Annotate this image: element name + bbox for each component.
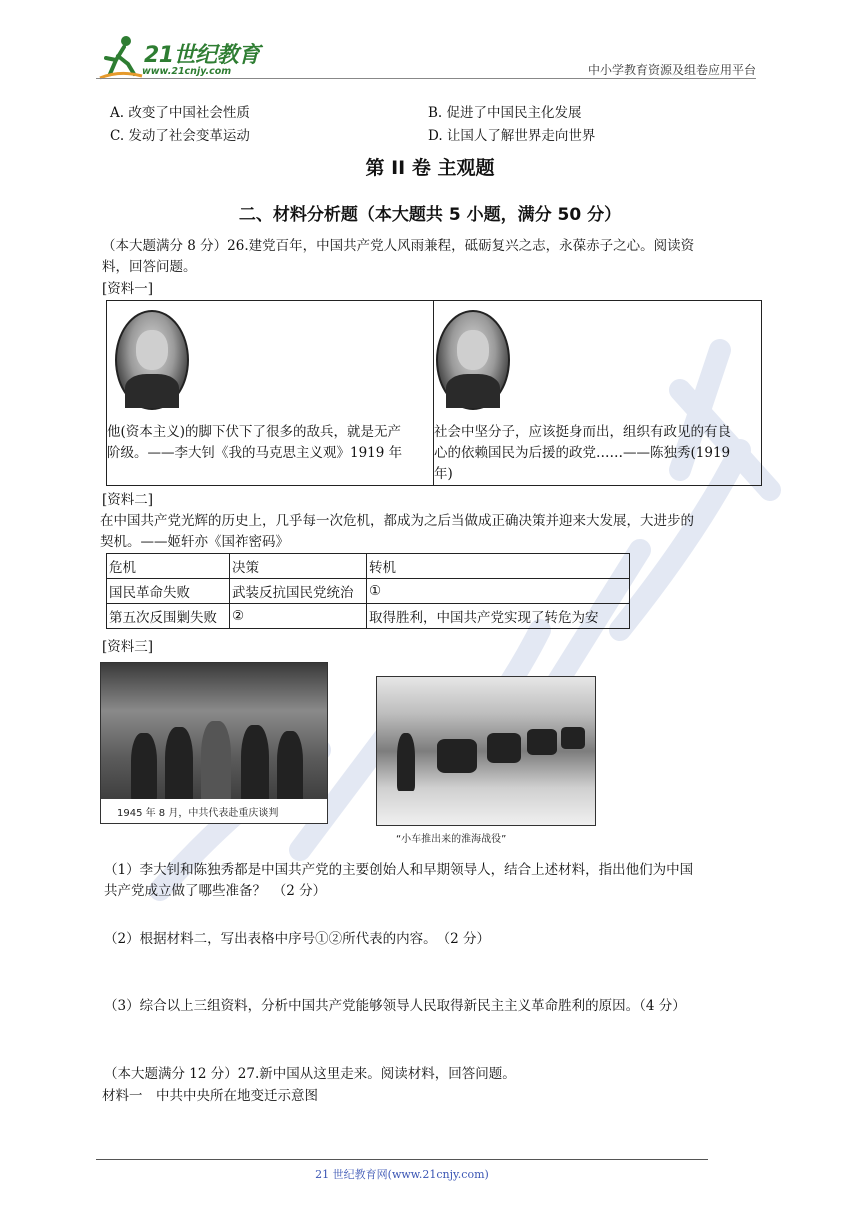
material1-left-cell: [107, 301, 434, 486]
q26-intro-line2: 料，回答问题。: [102, 259, 197, 275]
table-header-cell: 转机: [367, 554, 630, 579]
material1-right-line1: 社会中坚分子，应该挺身而出，组织有政见的有良: [434, 424, 731, 440]
table-row: [107, 604, 630, 629]
material1-right-line3: 年): [434, 466, 453, 482]
material1-label: [资料一]: [102, 281, 154, 297]
table-cell: ②: [230, 604, 367, 629]
material1-left-line1: 他(资本主义)的脚下伏下了很多的敌兵，就是无产: [107, 424, 402, 440]
runner-logo-icon: [96, 34, 146, 80]
option-c: C. 发动了社会变革运动: [110, 128, 250, 144]
q1-line2: 共产党成立做了哪些准备？ （2 分）: [104, 883, 327, 899]
material2-text: [100, 511, 762, 553]
platform-name: 中小学教育资源及组卷应用平台: [587, 63, 756, 77]
table-cell: 国民革命失败: [107, 579, 230, 604]
section-title: 二、材料分析题（本大题共 5 小题，满分 50 分）: [238, 205, 622, 225]
huaihai-campaign-photo: [376, 676, 596, 826]
photo1-caption: 1945 年 8 月，中共代表赴重庆谈判: [117, 808, 279, 819]
table-cell: 第五次反围剿失败: [107, 604, 230, 629]
option-b: B. 促进了中国民主化发展: [428, 105, 582, 121]
table-row: [107, 579, 630, 604]
q26-question-1: [104, 860, 766, 902]
material2-line2: 契机。——姬轩亦《国祚密码》: [100, 534, 289, 550]
volume-title: 第 II 卷 主观题: [365, 157, 495, 179]
table-header-row: [107, 554, 630, 579]
footer-text[interactable]: 21 世纪教育网(www.21cnjy.com): [315, 1168, 489, 1181]
table-cell: 取得胜利，中国共产党实现了转危为安: [367, 604, 630, 629]
option-d: D. 让国人了解世界走向世界: [428, 128, 596, 144]
crisis-table: [106, 553, 630, 629]
logo-url: www.21cnjy.com: [142, 66, 232, 77]
li-dazhao-portrait: [115, 310, 189, 410]
site-logo: [96, 34, 266, 82]
q27-intro: （本大题满分 12 分）27.新中国从这里走来。阅读材料，回答问题。: [104, 1066, 516, 1082]
material2-line1: 在中国共产党光辉的历史上，几乎每一次危机，都成为之后当做成正确决策并迎来大发展，大进步的: [100, 513, 694, 529]
material3-label: [资料三]: [102, 639, 154, 655]
q26-intro: [102, 236, 764, 278]
material1-right-cell: [434, 301, 762, 486]
footer-divider: [96, 1159, 708, 1160]
table-header-cell: 决策: [230, 554, 367, 579]
header-divider: [96, 78, 756, 79]
q26-question-3: （3）综合以上三组资料，分析中国共产党能够领导人民取得新民主主义革命胜利的原因。（4 分）: [104, 998, 686, 1014]
chen-duxiu-portrait: [436, 310, 510, 410]
material1-table: [106, 300, 762, 486]
q26-intro-line1: （本大题满分 8 分）26.建党百年，中国共产党人风雨兼程，砥砺复兴之志，永葆赤子之心。阅读资: [102, 238, 695, 254]
q27-material1-title: 材料一 中共中央所在地变迁示意图: [102, 1088, 318, 1104]
photo2-caption: “小车推出来的淮海战役”: [396, 834, 507, 845]
logo-text: 21世纪教育: [144, 43, 260, 68]
table-header-cell: 危机: [107, 554, 230, 579]
chongqing-negotiation-photo: [100, 662, 328, 824]
material2-label: [资料二]: [102, 492, 154, 508]
material1-left-line2: 阶级。——李大钊《我的马克思主义观》1919 年: [107, 445, 403, 461]
table-cell: 武装反抗国民党统治: [230, 579, 367, 604]
q1-line1: （1）李大钊和陈独秀都是中国共产党的主要创始人和早期领导人，结合上述材料，指出他们为中国: [104, 862, 694, 878]
table-cell: ①: [367, 579, 630, 604]
material1-right-line2: 心的依赖国民为后援的政党……——陈独秀(1919: [434, 445, 731, 461]
q26-question-2: （2）根据材料二，写出表格中序号①②所代表的内容。 （2 分）: [104, 931, 490, 947]
option-a: A. 改变了中国社会性质: [110, 105, 250, 121]
